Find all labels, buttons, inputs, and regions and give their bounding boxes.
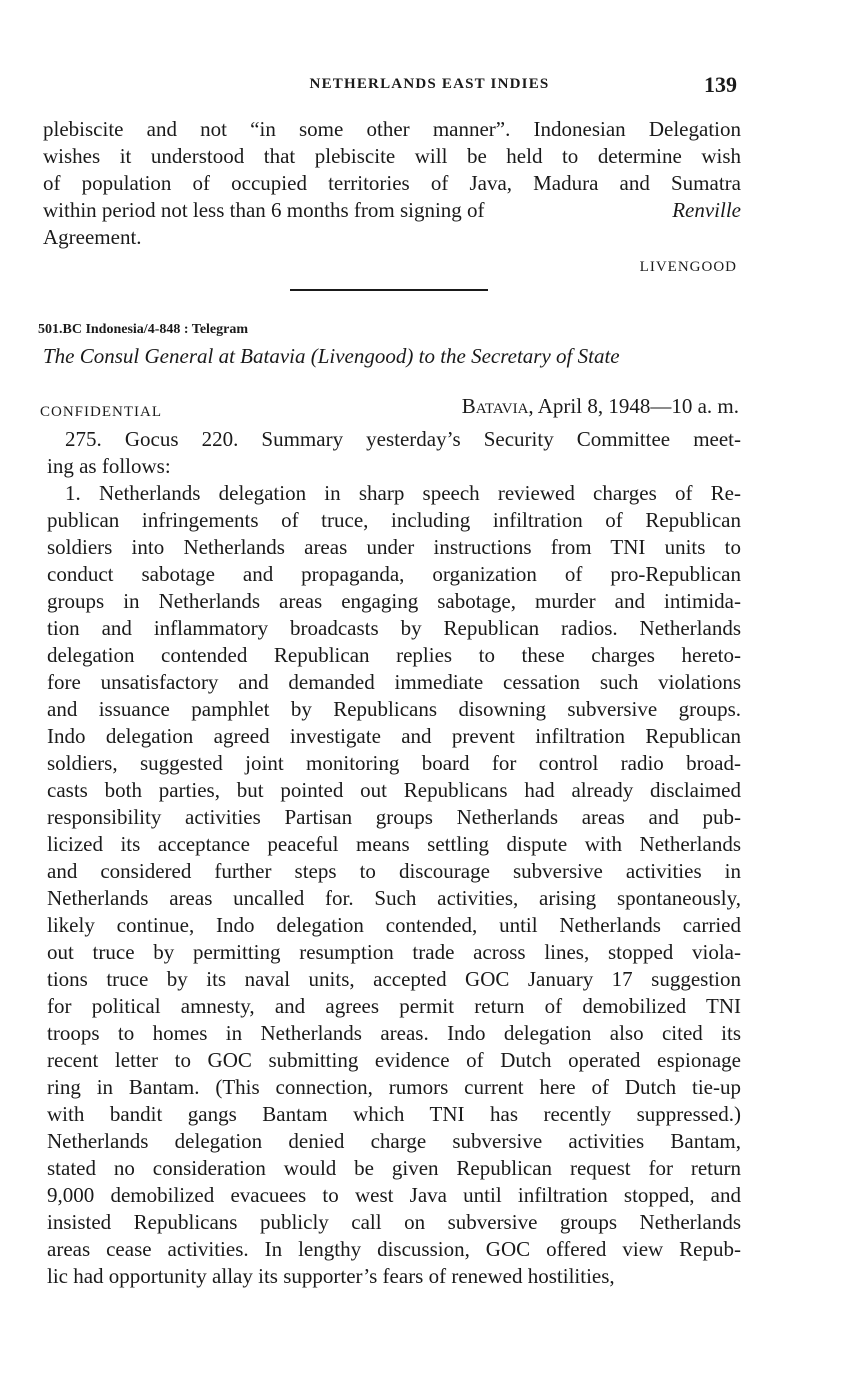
body-text-line: 1. Netherlands delegation in sharp speech reviewed charges of Re-: [65, 481, 741, 505]
body-text-line: tions truce by its naval units, accepted GOC January 17 suggestion: [47, 967, 741, 991]
body-text-line: ing as follows:: [47, 454, 171, 478]
signature: LIVENGOOD: [639, 259, 737, 275]
previous-text-line: plebiscite and not “in some other manner”. Indonesian Delegation: [43, 117, 741, 141]
page-number: 139: [704, 72, 737, 97]
body-text-line: responsibility activities Partisan groups Netherlands areas and pub-: [47, 805, 741, 829]
body-text-line: troops to homes in Netherlands areas. Indo delegation also cited its: [47, 1021, 741, 1045]
previous-text-line: [43, 197, 741, 224]
body-text-line: fore unsatisfactory and demanded immediate cessation such violations: [47, 670, 741, 694]
running-title: NETHERLANDS EAST INDIES: [309, 76, 550, 92]
body-text-line: Indo delegation agreed investigate and prevent infiltration Republican: [47, 724, 741, 748]
section-divider: [290, 289, 488, 291]
document-reference: 501.BC Indonesia/4-848 : Telegram: [38, 322, 249, 337]
previous-text-line: of population of occupied territories of Java, Madura and Sumatra: [43, 171, 741, 195]
body-text-line: with bandit gangs Bantam which TNI has recently suppressed.): [47, 1102, 741, 1126]
previous-text-line: wishes it understood that plebiscite will be held to determine wish: [43, 144, 741, 168]
running-header: [0, 72, 859, 102]
body-text-line: stated no consideration would be given Republican request for return: [47, 1156, 741, 1180]
body-text-line: recent letter to GOC submitting evidence of Dutch operated espionage: [47, 1048, 741, 1072]
body-text-line: casts both parties, but pointed out Republicans had already disclaimed: [47, 778, 741, 802]
dateline-place: Batavia,: [461, 394, 534, 418]
body-text-line: soldiers into Netherlands areas under instructions from TNI units to: [47, 535, 741, 559]
document-heading: The Consul General at Batavia (Livengood) to the Secretary of State: [43, 344, 620, 368]
body-text-line: publican infringements of truce, including infiltration of Republican: [47, 508, 741, 532]
agreement-name: Renville: [672, 198, 741, 222]
body-text-line: soldiers, suggested joint monitoring board for control radio broad-: [47, 751, 741, 775]
body-text-line: likely continue, Indo delegation contended, until Netherlands carried: [47, 913, 741, 937]
body-text-line: ring in Bantam. (This connection, rumors current here of Dutch tie-up: [47, 1075, 741, 1099]
body-text-line: for political amnesty, and agrees permit return of demobilized TNI: [47, 994, 741, 1018]
body-text-line: tion and inflammatory broadcasts by Republican radios. Netherlands: [47, 616, 741, 640]
body-text-line: Netherlands areas uncalled for. Such activities, arising spontaneously,: [47, 886, 741, 910]
body-text-line: conduct sabotage and propaganda, organization of pro-Republican: [47, 562, 741, 586]
body-text-line: insisted Republicans publicly call on subversive groups Netherlands: [47, 1210, 741, 1234]
body-text-line: areas cease activities. In lengthy discussion, GOC offered view Repub-: [47, 1237, 741, 1261]
body-text-line: and considered further steps to discourage subversive activities in: [47, 859, 741, 883]
body-text-line: and issuance pamphlet by Republicans disowning subversive groups.: [47, 697, 741, 721]
body-text-line: delegation contended Republican replies to these charges hereto-: [47, 643, 741, 667]
previous-text-line: Agreement.: [43, 225, 142, 249]
body-text-line: lic had opportunity allay its supporter’s fears of renewed hostilities,: [47, 1264, 615, 1288]
body-text-line: 275. Gocus 220. Summary yesterday’s Security Committee meet-: [65, 427, 741, 451]
classification-label: CONFIDENTIAL: [40, 404, 162, 420]
previous-text-segment: within period not less than 6 months from signing of: [43, 198, 485, 222]
body-text-line: 9,000 demobilized evacuees to west Java until infiltration stopped, and: [47, 1183, 741, 1207]
body-text-line: Netherlands delegation denied charge subversive activities Bantam,: [47, 1129, 741, 1153]
body-text-line: groups in Netherlands areas engaging sabotage, murder and intimida-: [47, 589, 741, 613]
body-text-line: out truce by permitting resumption trade across lines, stopped viola-: [47, 940, 741, 964]
body-text-line: licized its acceptance peaceful means settling dispute with Netherlands: [47, 832, 741, 856]
dateline: [462, 394, 739, 419]
dateline-date: April 8, 1948—10 a. m.: [537, 394, 739, 418]
